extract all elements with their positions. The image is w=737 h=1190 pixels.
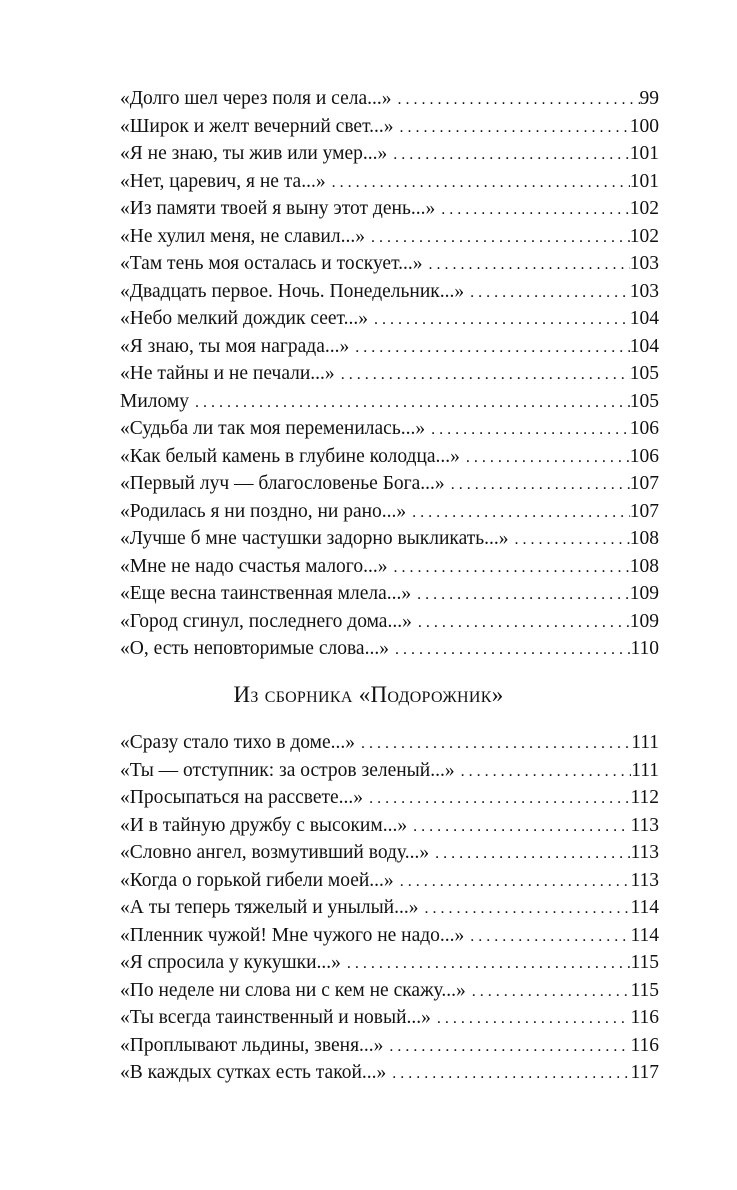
toc-entry-title: «Не хулил меня, не славил...»	[120, 225, 365, 247]
toc-entry-title: «Долго шел через поля и села...»	[120, 88, 392, 109]
toc-entry-title: «Я знаю, ты моя награда...»	[120, 335, 350, 357]
dot-leader	[451, 471, 630, 498]
toc-entry	[120, 867, 659, 895]
toc-entry	[120, 922, 659, 950]
toc-entry-page-number: 107	[629, 473, 659, 494]
toc-entry-page-number: 117	[630, 1062, 659, 1083]
dot-leader	[332, 169, 630, 196]
toc-entry	[120, 498, 659, 526]
dot-leader	[393, 554, 629, 581]
toc-entry	[120, 85, 659, 113]
toc-entry	[120, 388, 659, 416]
toc-entry	[120, 757, 659, 785]
toc-entry	[120, 223, 659, 251]
toc-entry-page-number: 105	[629, 363, 659, 384]
toc-entry	[120, 168, 659, 196]
toc-entry-title: «Родилась я ни поздно, ни рано...»	[120, 500, 407, 522]
dot-leader	[400, 868, 631, 895]
toc-entry-page-number: 108	[629, 528, 659, 549]
toc-entry	[120, 415, 659, 443]
toc-entry-page-number: 102	[629, 225, 659, 247]
toc-entry	[120, 553, 659, 581]
toc-entry-title: «Там тень моя осталась и тоскует...»	[120, 253, 423, 274]
toc-entry-title: «Из памяти твоей я выну этот день...»	[120, 198, 436, 219]
toc-entry	[120, 949, 659, 977]
toc-entry-title: «Ты всегда таинственный и новый...»	[120, 1007, 431, 1028]
dot-leader	[413, 813, 630, 840]
toc-entry-title: «Я спросила у кукушки...»	[120, 952, 341, 973]
toc-entry-page-number: 105	[629, 390, 659, 412]
toc-entry-title: «Судьба ли так моя переменилась...»	[120, 418, 426, 439]
toc-entry-title: «По неделе ни слова ни с кем не скажу...»	[120, 979, 466, 1001]
toc-entry-page-number: 109	[629, 610, 659, 632]
toc-entry-title: «Еще весна таинственная млела...»	[120, 583, 412, 604]
toc-entry-page-number: 116	[630, 1034, 659, 1056]
toc-entry-page-number: 101	[629, 143, 659, 164]
toc-entry-page-number: 115	[630, 952, 659, 973]
toc-entry-title: «Небо мелкий дождик сеет...»	[120, 308, 368, 329]
toc-entry-title: «Проплывают льдины, звеня...»	[120, 1034, 384, 1056]
dot-leader	[393, 141, 629, 168]
dot-leader	[470, 279, 630, 306]
dot-leader	[435, 840, 630, 867]
dot-leader	[470, 923, 630, 950]
toc-entry	[120, 977, 659, 1005]
toc-entry-page-number: 104	[629, 308, 659, 329]
toc-entry	[120, 470, 659, 498]
toc-entry	[120, 729, 659, 757]
dot-leader	[461, 758, 632, 785]
dot-leader	[417, 581, 630, 608]
toc-entry-title: «О, есть неповторимые слова...»	[120, 638, 389, 659]
toc-entry	[120, 195, 659, 223]
toc-entry-title: «Пленник чужой! Мне чужого не надо...»	[120, 924, 465, 946]
toc-entry	[120, 608, 659, 636]
dot-leader	[395, 636, 631, 663]
dot-leader	[374, 306, 630, 333]
dot-leader	[195, 389, 630, 416]
toc-entry-page-number: 104	[629, 335, 659, 357]
dot-leader	[431, 416, 630, 443]
toc-entry-title: «Мне не надо счастья малого...»	[120, 555, 388, 577]
toc-entry	[120, 784, 659, 812]
dot-leader	[398, 86, 640, 113]
dot-leader	[429, 251, 630, 278]
dot-leader	[515, 526, 630, 553]
toc-entry-page-number: 109	[629, 583, 659, 604]
toc-entry-page-number: 106	[629, 445, 659, 467]
toc-entry	[120, 113, 659, 141]
toc-entry-page-number: 114	[630, 897, 659, 918]
toc-entry	[120, 894, 659, 922]
toc-entry-title: «Как белый камень в глубине колодца...»	[120, 445, 460, 467]
dot-leader	[389, 1033, 630, 1060]
toc-entry-page-number: 101	[629, 170, 659, 192]
toc-entry-page-number: 107	[629, 500, 659, 522]
toc-entry-title: «Словно ангел, возмутивший воду...»	[120, 842, 430, 863]
dot-leader	[392, 1060, 630, 1087]
toc-entry	[120, 140, 659, 168]
toc-entry-title: «Двадцать первое. Ночь. Понедельник...»	[120, 280, 465, 302]
toc-entry-title: «А ты теперь тяжелый и унылый...»	[120, 897, 419, 918]
toc-entry	[120, 278, 659, 306]
toc-entry-title: «Не тайны и не печали...»	[120, 363, 335, 384]
toc-entry-title: «Я не знаю, ты жив или умер...»	[120, 143, 388, 164]
toc-entry-title: «Просыпаться на рассвете...»	[120, 787, 364, 808]
table-of-contents-part-2	[120, 729, 659, 1087]
toc-entry-title: «Первый луч — благословенье Бога...»	[120, 473, 445, 494]
table-of-contents-part-1	[120, 85, 659, 663]
toc-entry-page-number: 108	[629, 555, 659, 577]
toc-entry	[120, 333, 659, 361]
toc-entry	[120, 580, 659, 608]
toc-entry-page-number: 115	[630, 979, 659, 1001]
toc-entry-title: «Ты — отступник: за остров зеленый...»	[120, 759, 455, 781]
toc-entry-page-number: 106	[629, 418, 659, 439]
dot-leader	[355, 334, 630, 361]
toc-entry-title: Милому	[120, 390, 189, 412]
dot-leader	[424, 895, 630, 922]
dot-leader	[412, 499, 630, 526]
toc-entry-page-number: 113	[630, 869, 659, 891]
toc-entry	[120, 635, 659, 663]
toc-entry-page-number: 100	[629, 115, 659, 137]
toc-entry-title: «Нет, царевич, я не та...»	[120, 170, 326, 192]
toc-entry	[120, 1032, 659, 1060]
dot-leader	[472, 978, 631, 1005]
toc-entry-page-number: 110	[630, 638, 659, 659]
toc-entry-page-number: 113	[630, 814, 659, 836]
dot-leader	[347, 950, 631, 977]
toc-entry-title: «Город сгинул, последнего дома...»	[120, 610, 412, 632]
toc-entry	[120, 525, 659, 553]
toc-entry-page-number: 102	[629, 198, 659, 219]
toc-entry-page-number: 111	[631, 732, 659, 753]
toc-entry-title: «И в тайную дружбу с высоким...»	[120, 814, 408, 836]
toc-entry	[120, 1004, 659, 1032]
section-heading: Из сборника «Подорожник»	[233, 682, 504, 707]
dot-leader	[371, 224, 630, 251]
dot-leader	[466, 444, 630, 471]
dot-leader	[369, 785, 630, 812]
toc-entry-page-number: 116	[630, 1007, 659, 1028]
toc-entry	[120, 1059, 659, 1087]
dot-leader	[361, 730, 631, 757]
toc-entry-page-number: 99	[639, 88, 659, 109]
toc-entry	[120, 305, 659, 333]
toc-entry	[120, 812, 659, 840]
toc-entry	[120, 839, 659, 867]
toc-entry-page-number: 113	[630, 842, 659, 863]
toc-entry-title: «Лучше б мне частушки задорно выкликать...»	[120, 528, 509, 549]
toc-entry-title: «Широк и желт вечерний свет...»	[120, 115, 394, 137]
dot-leader	[437, 1005, 631, 1032]
toc-entry	[120, 443, 659, 471]
toc-entry-page-number: 103	[629, 280, 659, 302]
toc-entry-page-number: 112	[630, 787, 659, 808]
toc-entry-page-number: 114	[630, 924, 659, 946]
toc-entry	[120, 250, 659, 278]
toc-entry	[120, 360, 659, 388]
dot-leader	[400, 114, 630, 141]
dot-leader	[418, 609, 630, 636]
toc-entry-title: «Когда о горькой гибели моей...»	[120, 869, 394, 891]
dot-leader	[441, 196, 630, 223]
dot-leader	[341, 361, 630, 388]
toc-entry-page-number: 111	[631, 759, 659, 781]
toc-entry-title: «В каждых сутках есть такой...»	[120, 1062, 387, 1083]
toc-entry-title: «Сразу стало тихо в доме...»	[120, 732, 356, 753]
toc-entry-page-number: 103	[629, 253, 659, 274]
